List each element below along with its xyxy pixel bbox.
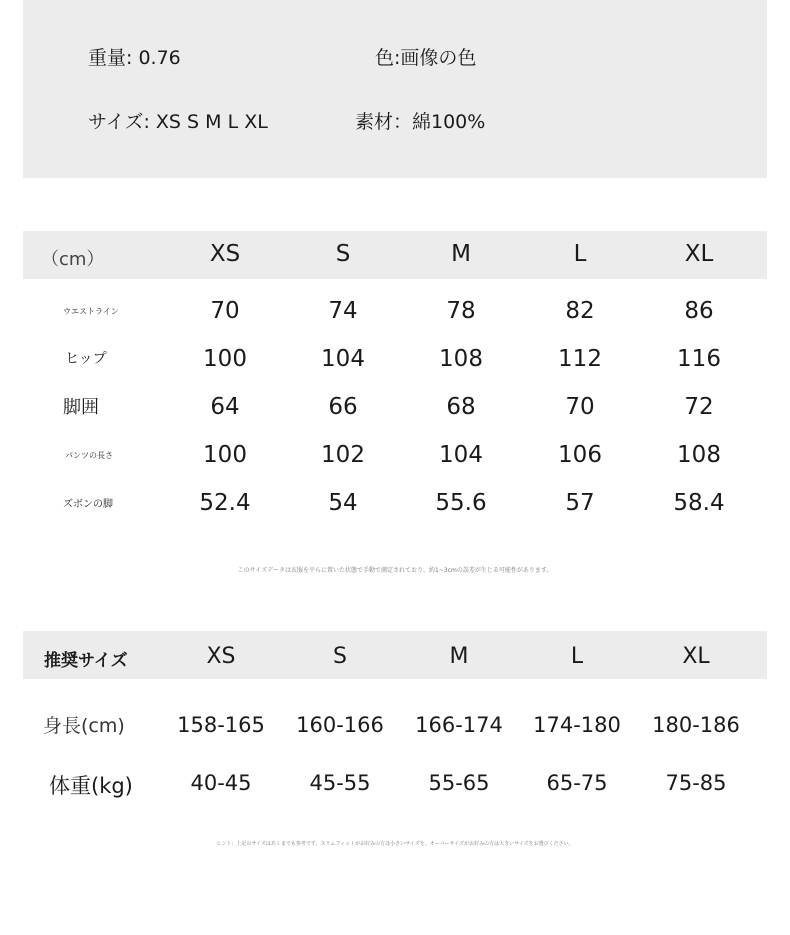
table-cell: 108 bbox=[439, 346, 483, 372]
table-cell: 108 bbox=[677, 442, 721, 468]
table-cell: 70 bbox=[565, 394, 595, 420]
column-header-m: M bbox=[451, 241, 471, 267]
table-cell: 166-174 bbox=[415, 713, 503, 737]
table-cell: 58.4 bbox=[673, 490, 725, 516]
table-cell: 57 bbox=[565, 490, 595, 516]
recommended-size-table bbox=[23, 631, 767, 811]
table-cell: 106 bbox=[558, 442, 602, 468]
column-header-xl: XL bbox=[684, 241, 714, 267]
table-cell: 72 bbox=[684, 394, 714, 420]
table-cell: 100 bbox=[203, 346, 247, 372]
table-cell: 158-165 bbox=[177, 713, 265, 737]
table-cell: 180-186 bbox=[652, 713, 740, 737]
column-header-xs: XS bbox=[206, 644, 236, 669]
table-cell: 116 bbox=[677, 346, 721, 372]
table-cell: 104 bbox=[439, 442, 483, 468]
table-cell: 55-65 bbox=[428, 771, 490, 795]
row-label-trouser-leg: ズボンの脚 bbox=[63, 499, 113, 510]
row-label-height: 身長(cm) bbox=[43, 715, 125, 737]
table-cell: 64 bbox=[210, 394, 240, 420]
product-info-panel bbox=[23, 0, 767, 178]
material-text: 素材：綿100% bbox=[355, 111, 486, 133]
color-text: 色:画像の色 bbox=[375, 47, 477, 69]
unit-header: （cm） bbox=[41, 249, 105, 270]
table-cell: 75-85 bbox=[665, 771, 727, 795]
table-cell: 82 bbox=[565, 298, 595, 324]
weight-text: 重量: 0.76 bbox=[88, 47, 181, 69]
table-cell: 112 bbox=[558, 346, 602, 372]
column-header-l: L bbox=[570, 644, 584, 669]
column-header-m: M bbox=[449, 644, 469, 669]
table-cell: 74 bbox=[328, 298, 358, 324]
column-header-xl: XL bbox=[682, 644, 710, 669]
table-cell: 45-55 bbox=[309, 771, 371, 795]
table-cell: 40-45 bbox=[190, 771, 252, 795]
table-cell: 86 bbox=[684, 298, 714, 324]
row-label-leg-circumference: 脚囲 bbox=[63, 397, 99, 418]
table-cell: 100 bbox=[203, 442, 247, 468]
table-cell: 55.6 bbox=[435, 490, 487, 516]
row-label-hip: ヒップ bbox=[65, 351, 107, 367]
table-cell: 70 bbox=[210, 298, 240, 324]
table-cell: 160-166 bbox=[296, 713, 384, 737]
table-cell: 78 bbox=[446, 298, 476, 324]
column-header-l: L bbox=[573, 241, 587, 267]
column-header-s: S bbox=[333, 644, 347, 669]
table-cell: 104 bbox=[321, 346, 365, 372]
column-header-s: S bbox=[335, 241, 351, 267]
measurement-note: このサイズデータは衣服を平らに置いた状態で手動で測定されており、約1~3cmの誤差が生じる可能性があります。 bbox=[237, 567, 553, 574]
row-label-weight: 体重(kg) bbox=[49, 774, 133, 798]
table-cell: 52.4 bbox=[199, 490, 251, 516]
table-cell: 66 bbox=[328, 394, 358, 420]
row-label-pants-length: パンツの長さ bbox=[65, 451, 113, 460]
row-label-waist: ウエストライン bbox=[63, 307, 119, 316]
table-cell: 65-75 bbox=[546, 771, 608, 795]
size-chart-table bbox=[23, 231, 767, 531]
table-cell: 54 bbox=[328, 490, 358, 516]
table-cell: 68 bbox=[446, 394, 476, 420]
table-cell: 174-180 bbox=[533, 713, 621, 737]
recommendation-hint: ヒント：上記のサイズはあくまでも参考です。スリムフィットがお好みの方は小さいサイズを、オーバーサイズがお好みの方は大きいサイズをお選びください。 bbox=[216, 841, 574, 847]
sizes-text: サイズ: XS S M L XL bbox=[88, 111, 268, 133]
table-cell: 102 bbox=[321, 442, 365, 468]
column-header-xs: XS bbox=[209, 241, 241, 267]
recommended-header-label: 推奨サイズ bbox=[44, 651, 128, 671]
